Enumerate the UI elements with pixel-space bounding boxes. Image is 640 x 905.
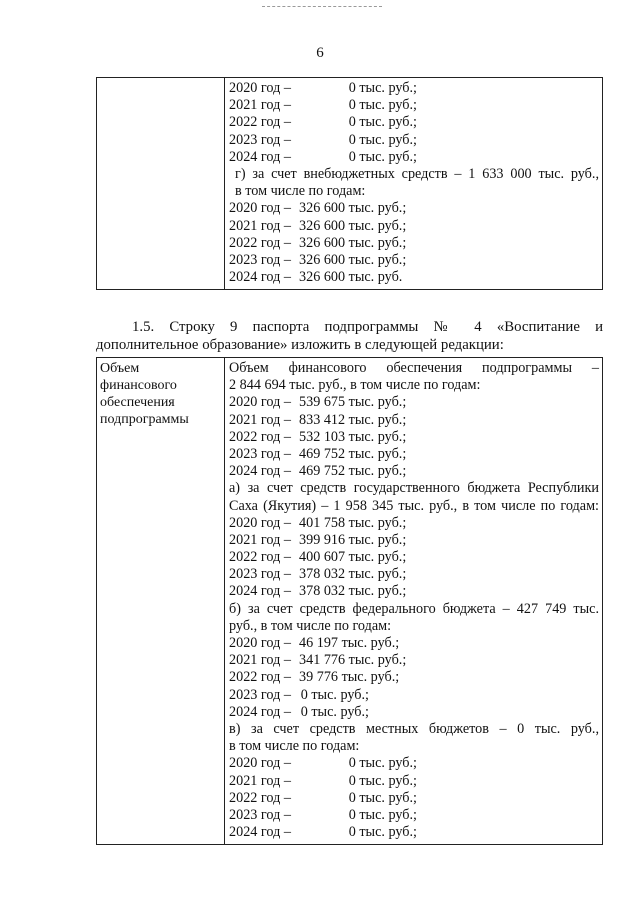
year-line: 2023 год – 378 032 тыс. руб.; <box>229 566 407 583</box>
state-budget-subheading: Саха (Якутия) – 1 958 345 тыс. руб., в том числе по годам: <box>229 497 599 514</box>
year-line: 2020 год – 539 675 тыс. руб.; <box>229 394 407 411</box>
year-line: 2022 год – 326 600 тыс. руб.; <box>229 234 407 251</box>
year-line: 2020 год – 326 600 тыс. руб.; <box>229 200 407 217</box>
year-line: 2020 год – 46 197 тыс. руб.; <box>229 635 400 651</box>
scan-header-mark <box>262 6 382 10</box>
year-line: 2022 год – 39 776 тыс. руб.; <box>229 669 400 686</box>
year-line: 2024 год – 378 032 тыс. руб.; <box>229 583 407 600</box>
federal-budget-subheading: руб., в том числе по годам: <box>229 617 392 634</box>
year-line: 2021 год – 341 776 тыс. руб.; <box>229 652 407 669</box>
label-line: обеспечения <box>100 395 175 410</box>
table-label-cell <box>97 358 225 845</box>
local-budget-heading: в) за счет средств местных бюджетов – 0 тыс. руб., <box>229 720 599 737</box>
paragraph-line-2: дополнительное образование» изложить в следующей редакции: <box>96 337 504 353</box>
year-line: 2023 год – 469 752 тыс. руб.; <box>229 445 407 462</box>
page-number: 6 <box>316 45 324 61</box>
year-line: 2021 год – 326 600 тыс. руб.; <box>229 217 407 234</box>
year-line: 2022 год – 532 103 тыс. руб.; <box>229 428 407 445</box>
table-funding <box>96 357 603 845</box>
label-line: Объем <box>100 361 140 376</box>
year-line: 2024 год – 0 тыс. руб.; <box>229 148 417 165</box>
year-line: 2022 год – 400 607 тыс. руб.; <box>229 549 407 566</box>
year-list-b <box>229 635 599 721</box>
table-value-cell <box>225 78 603 290</box>
state-budget-heading: а) за счет средств государственного бюджета Республики <box>229 480 599 497</box>
year-line: 2023 год – 326 600 тыс. руб.; <box>229 251 407 268</box>
label-line: подпрограммы <box>100 412 189 427</box>
label-line: финансового <box>100 378 177 393</box>
year-list-total <box>229 394 599 480</box>
year-line: 2024 год – 0 тыс. руб.; <box>229 703 369 720</box>
year-line: 2023 год – 0 тыс. руб.; <box>229 131 417 148</box>
total-heading: Объем финансового обеспечения подпрограммы – <box>229 360 599 376</box>
year-line: 2020 год – 0 тыс. руб.; <box>229 755 417 772</box>
table-continuation <box>96 77 603 290</box>
year-line: 2024 год – 326 600 тыс. руб. <box>229 269 403 286</box>
total-subheading: 2 844 694 тыс. руб., в том числе по годам: <box>229 377 481 394</box>
year-list-a <box>229 80 599 166</box>
year-line: 2020 год – 0 тыс. руб.; <box>229 80 417 96</box>
year-line: 2021 год – 399 916 тыс. руб.; <box>229 531 407 548</box>
year-line: 2024 год – 0 тыс. руб.; <box>229 824 417 841</box>
federal-budget-heading: б) за счет средств федерального бюджета – 427 749 тыс. <box>229 600 599 617</box>
year-line: 2021 год – 0 тыс. руб.; <box>229 772 417 789</box>
amendment-paragraph <box>96 318 603 354</box>
year-line: 2024 год – 469 752 тыс. руб.; <box>229 463 407 480</box>
year-line: 2021 год – 833 412 тыс. руб.; <box>229 411 407 428</box>
year-line: 2022 год – 0 тыс. руб.; <box>229 789 417 806</box>
year-list-a <box>229 515 599 601</box>
year-list-v <box>229 755 599 841</box>
year-line: 2020 год – 401 758 тыс. руб.; <box>229 514 407 531</box>
local-budget-subheading: в том числе по годам: <box>229 738 360 755</box>
paragraph-line-1: 1.5. Строку 9 паспорта подпрограммы № 4 «Воспитание и <box>132 319 603 335</box>
year-line: 2021 год – 0 тыс. руб.; <box>229 97 417 114</box>
extrabudget-subheading: в том числе по годам: <box>235 183 366 200</box>
extrabudget-heading: г) за счет внебюджетных средств – 1 633 000 тыс. руб., <box>235 165 599 182</box>
year-list-g <box>229 200 599 286</box>
year-line: 2022 год – 0 тыс. руб.; <box>229 114 417 131</box>
table-label-cell-empty <box>97 78 225 290</box>
table-value-cell <box>225 358 603 845</box>
year-line: 2023 год – 0 тыс. руб.; <box>229 806 417 823</box>
year-line: 2023 год – 0 тыс. руб.; <box>229 686 369 703</box>
